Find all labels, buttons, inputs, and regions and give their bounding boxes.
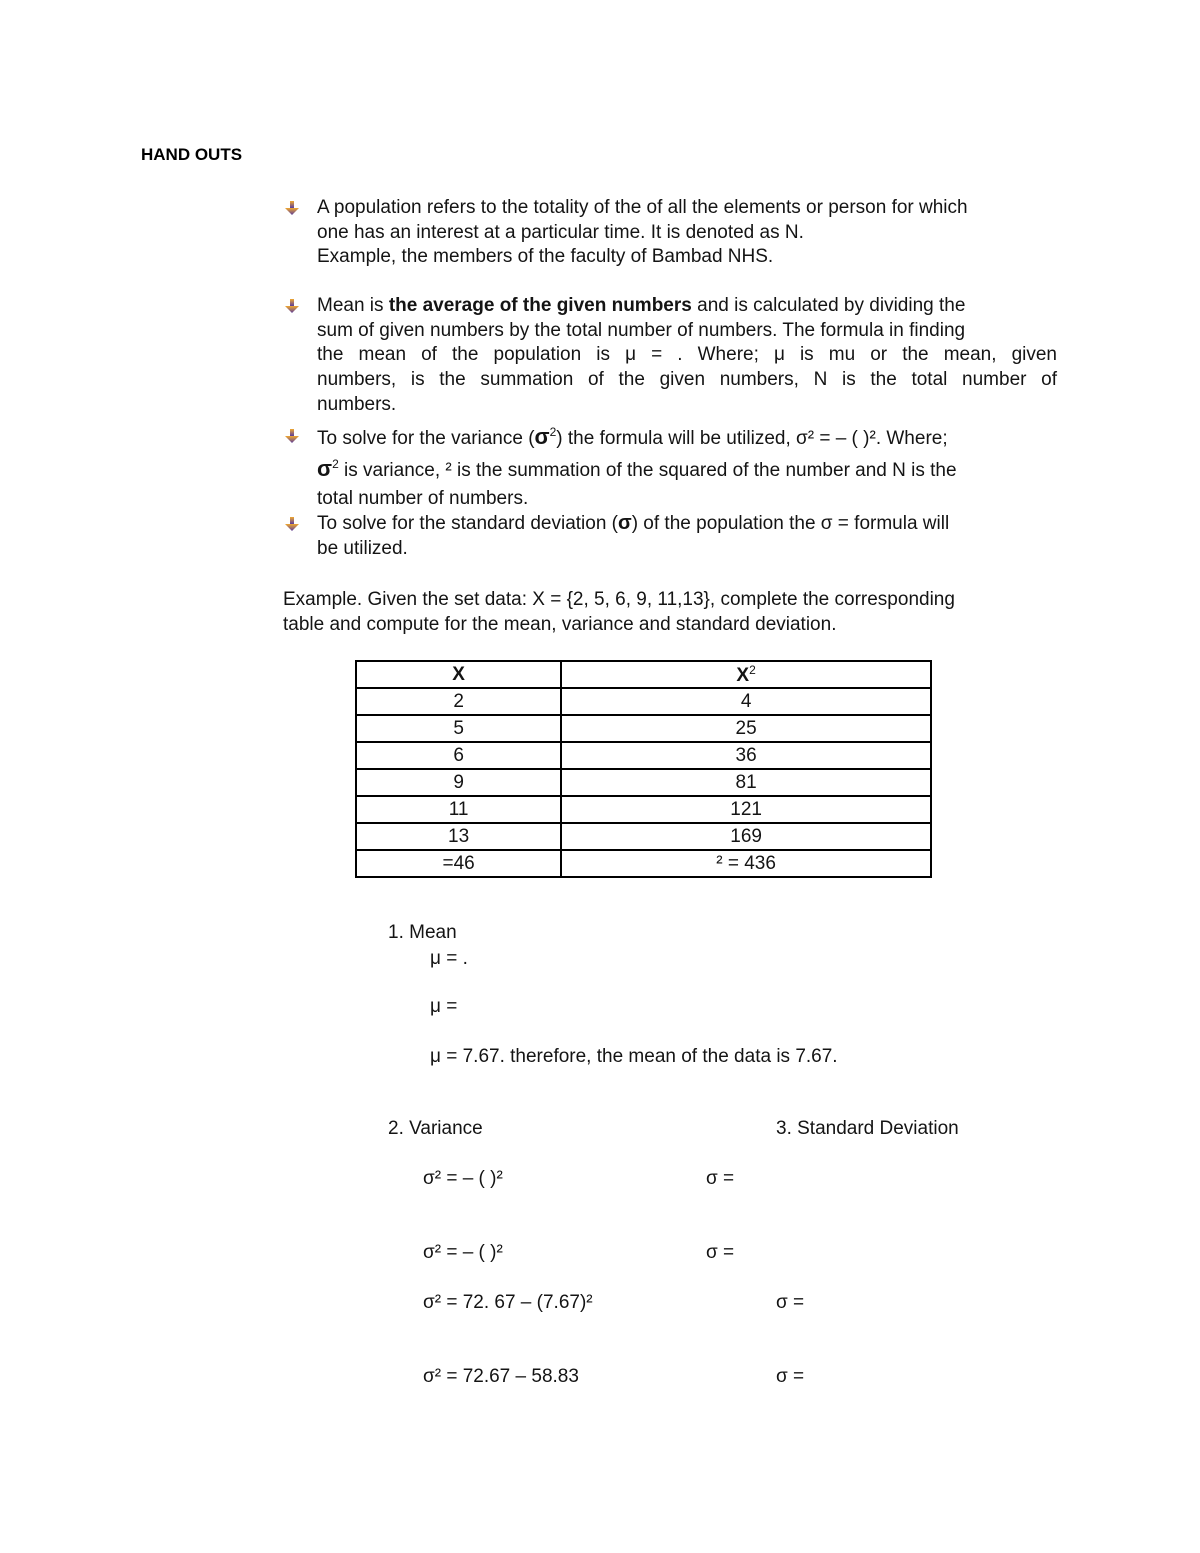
table-row <box>356 769 931 796</box>
cell: 13 <box>356 823 561 850</box>
std-step: σ = <box>706 1242 735 1263</box>
header-text: X <box>736 664 750 686</box>
bullet-mean <box>317 294 1057 418</box>
text-line: Example. Given the set data: X = {2, 5, 6, 9, 11,13}, complete the corresponding <box>283 589 955 610</box>
text-line: To solve for the standard deviation ( <box>317 513 619 534</box>
column-header-x-squared <box>561 661 931 688</box>
cell: 81 <box>561 769 931 796</box>
superscript: 2 <box>332 457 339 471</box>
cell: 11 <box>356 796 561 823</box>
std-heading: 3. Standard Deviation <box>776 1118 959 1139</box>
column-header-x: X <box>356 661 561 688</box>
std-step: σ = <box>776 1366 805 1387</box>
table-row <box>356 823 931 850</box>
cell: 5 <box>356 715 561 742</box>
std-formula: σ = <box>706 1168 735 1189</box>
sigma-symbol: σ <box>618 512 632 534</box>
text-line: total number of numbers. <box>317 488 529 509</box>
cell: 25 <box>561 715 931 742</box>
text-line: be utilized. <box>317 537 408 559</box>
cell: ² = 436 <box>561 850 931 877</box>
text-line: is variance, ² is the summation of the squared of the number and N is the <box>338 460 957 481</box>
text-line: and is calculated by dividing the <box>691 295 966 316</box>
text-line: Mean is <box>317 295 389 316</box>
sigma-symbol: σ <box>534 424 550 449</box>
variance-formula: σ² = – ( )² <box>423 1168 503 1189</box>
example-paragraph <box>283 588 1058 637</box>
bullet-population <box>317 196 1057 270</box>
table-row <box>356 715 931 742</box>
bullet-std-dev <box>317 511 1057 561</box>
text-line: To solve for the variance ( <box>317 428 535 449</box>
cell: 4 <box>561 688 931 715</box>
bullet-variance <box>317 422 1057 512</box>
down-arrow-icon <box>284 299 300 313</box>
text-line: sum of given numbers by the total number of numbers. The formula in finding <box>317 319 966 341</box>
text-line: A population refers to the totality of the of all the elements or person for which <box>317 197 968 218</box>
cell: 2 <box>356 688 561 715</box>
superscript: 2 <box>749 662 756 677</box>
text-line: numbers, is the summation of the given numbers, N is the total number of <box>317 369 1057 391</box>
cell: 36 <box>561 742 931 769</box>
text-line: ) of the population the σ = formula will <box>631 513 950 534</box>
cell: 169 <box>561 823 931 850</box>
page-title: HAND OUTS <box>141 145 243 164</box>
mean-result: μ = 7.67. therefore, the mean of the data is 7.67. <box>430 1046 838 1067</box>
table-row <box>356 742 931 769</box>
table-row <box>356 688 931 715</box>
cell: 121 <box>561 796 931 823</box>
cell: =46 <box>356 850 561 877</box>
text-line: table and compute for the mean, variance and standard deviation. <box>283 613 837 635</box>
cell: 6 <box>356 742 561 769</box>
text-line: the mean of the population is μ = . Where; μ is mu or the mean, given <box>317 344 1057 366</box>
variance-step: σ² = – ( )² <box>423 1242 503 1263</box>
table-total-row <box>356 850 931 877</box>
down-arrow-icon <box>284 429 300 443</box>
variance-step: σ² = 72.67 – 58.83 <box>423 1366 579 1387</box>
cell: 9 <box>356 769 561 796</box>
table-header-row <box>356 661 931 688</box>
data-table <box>355 660 932 878</box>
text-line: Example, the members of the faculty of Bambad NHS. <box>317 246 774 268</box>
bold-phrase: the average of the given numbers <box>388 295 692 316</box>
down-arrow-icon <box>284 517 300 531</box>
mean-heading: 1. Mean <box>388 922 457 943</box>
std-step: σ = <box>776 1292 805 1313</box>
table-row <box>356 796 931 823</box>
down-arrow-icon <box>284 201 300 215</box>
text-line: one has an interest at a particular time. It is denoted as N. <box>317 221 804 243</box>
mean-formula: μ = . <box>430 948 468 969</box>
text-line: ) the formula will be utilized, σ² = – ( )². Where; <box>556 428 948 449</box>
mean-step: μ = <box>430 996 458 1017</box>
variance-heading: 2. Variance <box>388 1118 483 1139</box>
superscript: 2 <box>549 425 557 439</box>
sigma-symbol: σ <box>317 456 333 481</box>
variance-step: σ² = 72. 67 – (7.67)² <box>423 1292 593 1313</box>
text-line: numbers. <box>317 393 397 415</box>
